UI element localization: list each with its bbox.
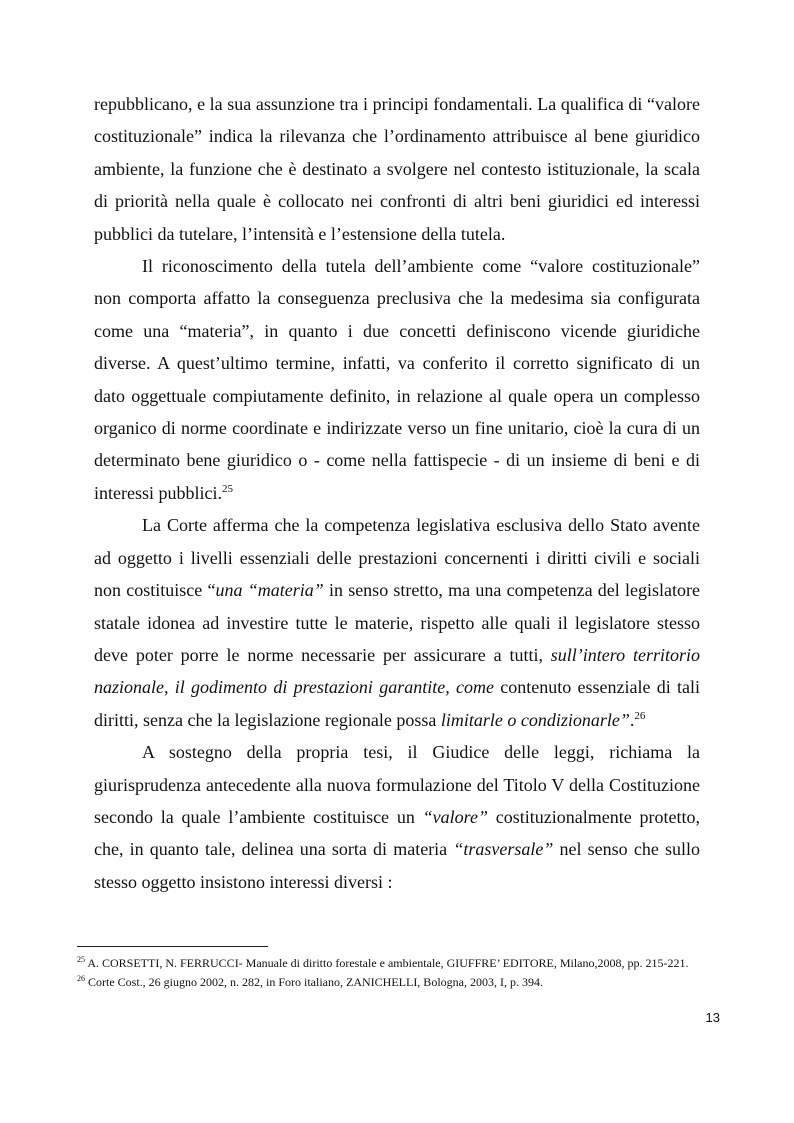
footnote-number: 26	[77, 973, 85, 983]
paragraph-4-text-a: A sostegno della propria tesi, il Giudice delle leggi, richiama la giurisprudenza antecedente alla nuova formulazione del Titolo V della Costituzione secondo la quale l’ambiente costituisce un	[94, 742, 700, 827]
paragraph-4-italic-d: “trasversale”	[453, 839, 554, 860]
paragraph-3-text-g: .	[629, 709, 635, 730]
footnote-number: 25	[77, 955, 85, 964]
paragraph-3	[94, 509, 700, 736]
footnote-separator	[77, 946, 268, 947]
footnote-text: Corte Cost., 26 giugno 2002, n. 282, in Foro italiano, ZANICHELLI, Bologna, 2003, I, p. 394.	[85, 974, 543, 989]
footnote-text: A. CORSETTI, N. FERRUCCI- Manuale di diritto forestale e ambientale, GIUFFRE’ EDITORE, Milano,2008, pp. 215-221.	[85, 956, 689, 970]
paragraph-3-italic-f: limitarle o condizionarle”	[440, 709, 630, 730]
paragraph-3-text-a: La Corte afferma che la competenza legislativa esclusiva dello Stato avente ad oggetto i livelli essenziali delle prestazioni concernenti i diritti civili e sociali non costituisce “	[94, 515, 700, 601]
paragraph-3-text-e: contenuto essenziale di tali diritti, senza che la legislazione regionale possa	[94, 677, 700, 730]
paragraph-2	[94, 250, 700, 509]
paragraph-4	[94, 736, 700, 898]
paragraph-3-italic-b: una “materia”	[215, 580, 324, 601]
paragraph-4-text-c: costituzionalmente protetto, che, in quanto tale, delinea una sorta di materia	[94, 806, 700, 860]
footnote-ref-25[interactable]: 25	[221, 482, 233, 495]
footnote-ref-26[interactable]: 26	[634, 709, 646, 722]
footnote-26	[77, 973, 704, 992]
footnotes	[77, 954, 704, 991]
paragraph-1	[94, 88, 700, 250]
footnote-25	[77, 954, 704, 973]
paragraph-1-text: repubblicano, e la sua assunzione tra i principi fondamentali. La qualifica di “valore costituzionale” indica la rilevanza che l’ordinamento attribuisce al bene giuridico ambiente, la funzione che è destinato a svolgere nel contesto istituzionale, la scala di priorità nella quale è collocato nei confronti di altri beni giuridici ed interessi pubblici da tutelare, l’intensità e l’estensione della tutela.	[94, 94, 700, 244]
paragraph-3-italic-d: sull’intero territorio nazionale, il godimento di prestazioni garantite, come	[94, 644, 700, 698]
paragraph-2-text: Il riconoscimento della tutela dell’ambiente come “valore costituzionale” non comporta affatto la conseguenza preclusiva che la medesima sia configurata come una “materia”, in quanto i due concetti definiscono vicende giuridiche diverse. A quest’ultimo termine, infatti, va conferito il corretto significato di un dato oggettuale compiutamente definito, in relazione al quale opera un complesso organico di norme coordinate e indirizzate verso un fine unitario, cioè la cura di un determinato bene giuridico o - come nella fattispecie - di un insieme di beni e di interessi pubblici.	[94, 256, 700, 503]
paragraph-4-text-e: nel senso che sullo stesso oggetto insistono interessi diversi :	[94, 839, 700, 892]
page-number: 13	[705, 1010, 720, 1025]
paragraph-4-italic-b: “valore”	[422, 806, 488, 827]
paragraph-3-text-c: in senso stretto, ma una competenza del legislatore statale idonea ad investire tutte le materie, rispetto alle quali il legislatore stesso deve poter porre le norme necessarie per assicurare a tutti,	[94, 580, 700, 665]
page-body	[94, 88, 700, 898]
